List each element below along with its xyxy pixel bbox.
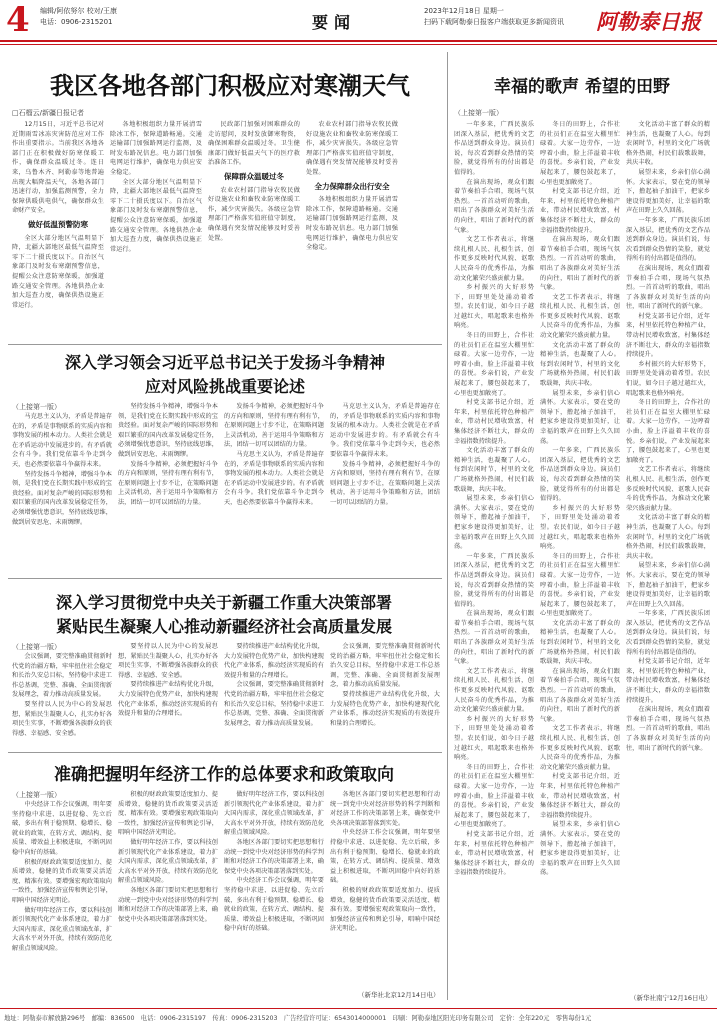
economy-col-4: 各地区各部门要切实把思想和行动统一到党中央对经济形势的科学判断和对经济工作的决策部署上来，确保党中央各项决策部署落到实处。 中央经济工作会议强调，明年要坚持稳中求进、以进促稳、先立后破，多出有利于稳预期、稳增长、稳就业的政策，在转方式、调结构、提质量、增效益上积极进取，不断巩固稳中向好的基础。 积极的财政政策要适度加力、提质增效，稳健的货币政策要灵活适度、精准有效。要增强宏观政策取向一致性，加强经济宣传和舆论引导，唱响中国经济光明论。 [330,791,440,933]
section-divider-3 [8,752,442,753]
cold-wave-subhead-3: 全力保障群众出行安全 [314,181,390,191]
header-rule [0,40,717,42]
cold-wave-col-2: 各地积极组织力量开展清雪除冰工作，保障道路畅通。交通运输部门加强路网运行监测，及时发布路况信息。电力部门加强电网运行维护，确保电力供应安全稳定。 全区大部分地区气温明显下降，北疆大部地区最低气温降至零下二十摄氏度以下。自治区气象部门及时发布寒潮预警信息，提醒公众注意防寒保暖，加强道路交通安全管理。各地供热企业加大巡查力度，确保供热设施正常运行。 [110,121,202,253]
cold-wave-col-4: 农业农村部门指导农牧民做好设施农业和畜牧业防寒保暖工作，减少灾害损失。各级应急管理部门严格落实值班值守制度，确保遇有突发情况能够及时妥善处置。 全力保障群众出行安全 各地积极组织力量开展清雪除冰工作，保障道路畅通。交通运输部门加强路网运行监测，及时发布路况信息。电力部门加强电网运行维护，确保电力供应安全稳定。 [306,121,398,252]
column-divider [447,52,448,1000]
economy-byline: （上接第一版） [12,791,61,799]
cold-wave-subhead-2: 保障群众温暖过冬 [224,171,284,181]
study-byline: （上接第一版） [12,403,61,411]
economy-credit: （新华社北京12月14日电） [358,991,440,999]
song-credit: （新华社南宁12月16日电） [630,994,712,1002]
xinjiang-headline-line2: 紧贴民生凝聚人心推动新疆经济社会高质量发展 [55,617,392,636]
date-info [424,6,564,28]
study-headline-line2: 应对风险挑战重要论述 [144,377,305,396]
xinjiang-col-3: 要持续推进产业结构优化升级，大力发展特色优势产业，加快构建现代化产业体系，推动经济实现质的有效提升和量的合理增长。 会议强调，要完整准确贯彻新时代党的治疆方略，牢牢扭住社会稳定和长治久安总目标，坚持稳中求进工作总基调，完整、准确、全面贯彻新发展理念，着力推动高质量发展。 [224,643,324,727]
study-col-4: 马克思主义认为，矛盾是普遍存在的，矛盾是事物联系的实质内容和事物发展的根本动力。人类社会就是在矛盾运动中发展进步的。有矛盾就会有斗争。我们党依靠斗争走到今天，也必然要依靠斗争赢得未来。 发扬斗争精神，必须把握好斗争的方向和原则，坚持有理有利有节，在原则问题上寸步不让，在策略问题上灵活机动，善于运用斗争策略和方法，团结一切可以团结的力量。 [330,403,440,506]
economy-headline: 准确把握明年经济工作的总体要求和政策取向 [54,765,394,785]
xinjiang-col-1: 会议强调，要完整准确贯彻新时代党的治疆方略，牢牢扭住社会稳定和长治久安总目标，坚持稳中求进工作总基调，完整、准确、全面贯彻新发展理念，着力推动高质量发展。 要坚持以人民为中心的发展思想，紧贴民生凝聚人心，扎实办好各项民生实事，不断增强各族群众的获得感、幸福感、安全感。 [12,653,112,737]
song-col-1: 一年多来，广西民族乐团深入基层，把优秀的文艺作品送到群众身边。演员们说，每次看到群众热情的笑脸，就觉得所有的付出都是值得的。 在演出现场，观众们跟着节奏拍手合唱，现场气氛热烈。一首首动听的歌曲，唱出了各族群众对美好生活的向往，唱出了新时代的新气象。 文艺工作者表示，将继续扎根人民、扎根生活，创作更多反映时代风貌、讴歌人民奋斗的优秀作品，为推动文化繁荣兴盛贡献力量。 乡村振兴的大好形势下，田野里处处涌动着希望。农民们说，如今日子越过越红火，唱起歌来也格外响亮。 冬日的田野上，合作社的社员们正在温室大棚里忙碌着。大家一边劳作，一边哼着小曲，脸上洋溢着丰收的喜悦。乡亲们说，产业发展起来了，腰包鼓起来了，心里也更加敞亮了。 村党支部书记介绍，近年来，村里依托特色种植产业，带动村民增收致富，村集体经济不断壮大，群众的幸福指数持续提升。 文化活动丰富了群众的精神生活，也凝聚了人心。每到农闲时节，村里的文化广场就格外热闹，村民们载歌载舞，共庆丰收。 展望未来，乡亲们信心满怀。大家表示，要在党的领导下，撸起袖子加油干，把家乡建设得更加美好，让幸福的歌声在田野上久久回荡。 一年多来，广西民族乐团深入基层，把优秀的文艺作品送到群众身边。演员们说，每次看到群众热情的笑脸，就觉得所有的付出都是值得的。 在演出现场，观众们跟着节奏拍手合唱，现场气氛热烈。一首首动听的歌曲，唱出了各族群众对美好生活的向往，唱出了新时代的新气象。 文艺工作者表示，将继续扎根人民、扎根生活，创作更多反映时代风貌、讴歌人民奋斗的优秀作品，为推动文化繁荣兴盛贡献力量。 乡村振兴的大好形势下，田野里处处涌动着希望。农民们说，如今日子越过越红火，唱起歌来也格外响亮。 冬日的田野上，合作社的社员们正在温室大棚里忙碌着。大家一边劳作，一边哼着小曲，脸上洋溢着丰收的喜悦。乡亲们说，产业发展起来了，腰包鼓起来了，心里也更加敞亮了。 村党支部书记介绍，近年来，村里依托特色种植产业，带动村民增收致富，村集体经济不断壮大，群众的幸福指数持续提升。 [454,121,534,877]
publish-date: 2023年12月18日 星期一 [424,7,504,15]
study-col-3: 发扬斗争精神，必须把握好斗争的方向和原则，坚持有理有利有节，在原则问题上寸步不让，在策略问题上灵活机动，善于运用斗争策略和方法，团结一切可以团结的力量。 马克思主义认为，矛盾是普遍存在的，矛盾是事物联系的实质内容和事物发展的根本动力。人类社会就是在矛盾运动中发展进步的。有矛盾就会有斗争。我们党依靠斗争走到今天，也必然要依靠斗争赢得未来。 [224,403,324,506]
xinjiang-col-4: 会议强调，要完整准确贯彻新时代党的治疆方略，牢牢扭住社会稳定和长治久安总目标，坚持稳中求进工作总基调，完整、准确、全面贯彻新发展理念，着力推动高质量发展。 要持续推进产业结构优化升级，大力发展特色优势产业，加快构建现代化产业体系，推动经济实现质的有效提升和量的合理增长。 [330,643,440,727]
phone-line: 电话：0906-2315201 [40,18,113,26]
xinjiang-col-2: 要坚持以人民为中心的发展思想，紧贴民生凝聚人心，扎实办好各项民生实事，不断增强各族群众的获得感、幸福感、安全感。 要持续推进产业结构优化升级，大力发展特色优势产业，加快构建现代化产业体系，推动经济实现质的有效提升和量的合理增长。 [118,643,218,718]
cold-wave-headline: 我区各地各部门积极应对寒潮天气 [50,72,410,100]
section-divider-2 [8,578,442,579]
newspaper-logo: 阿勒泰日报 [596,9,701,34]
masthead [0,0,717,44]
footer-info: 地址：阿勒泰市解放路296号 邮编：836500 电话：0906-2315197 传真：0906-2315203 广告经营许可证：6543014000001 印刷：阿勒泰地区阳光印务有限公司 定价：全年220元 零售每份1元 [0,1008,717,1023]
study-col-2: 坚持发扬斗争精神，增强斗争本领，是我们党在长期实践中形成的宝贵经验。面对复杂严峻的国际形势和艰巨繁重的国内改革发展稳定任务，必须增强忧患意识，坚持底线思维，做到居安思危、未雨绸缪。 发扬斗争精神，必须把握好斗争的方向和原则，坚持有理有利有节，在原则问题上寸步不让，在策略问题上灵活机动，善于运用斗争策略和方法，团结一切可以团结的力量。 [118,403,218,506]
study-col-1: 马克思主义认为，矛盾是普遍存在的，矛盾是事物联系的实质内容和事物发展的根本动力。人类社会就是在矛盾运动中发展进步的。有矛盾就会有斗争。我们党依靠斗争走到今天，也必然要依靠斗争赢得未来。 坚持发扬斗争精神，增强斗争本领，是我们党在长期实践中形成的宝贵经验。面对复杂严峻的国际形势和艰巨繁重的国内改革发展稳定任务，必须增强忧患意识，坚持底线思维，做到居安思危、未雨绸缪。 [12,413,112,526]
song-byline: （上接第一版） [454,109,503,117]
cold-wave-col-1: 12月15日，习近平总书记对近期雨雪冰冻灾害防范应对工作作出重要指示。当前我区各地各部门正在积极做好防寒保暖工作，确保群众温暖过冬。连日来，乌鲁木齐、阿勒泰等地普遍出现大幅降温天气，各地各部门迅速行动，加强监测预警，全力保障供暖供电供气，确保群众生命财产安全。 做好低温预警防寒 全区大部分地区气温明显下降，北疆大部地区最低气温降至零下二十摄氏度以下。自治区气象部门及时发布寒潮预警信息，提醒公众注意防寒保暖，加强道路交通安全管理。各地供热企业加大巡查力度，确保供热设施正常运行。 [12,121,104,309]
economy-col-3: 做好明年经济工作，要以科技创新引领现代化产业体系建设，着力扩大国内需求，深化重点领域改革，扩大高水平对外开放，持续有效防范化解重点领域风险。 各地区各部门要切实把思想和行动统一到党中央对经济形势的科学判断和对经济工作的决策部署上来，确保党中央各项决策部署落到实处。 中央经济工作会议强调，明年要坚持稳中求进、以进促稳、先立后破，多出有利于稳预期、稳增长、稳就业的政策，在转方式、调结构、提质量、增效益上积极进取，不断巩固稳中向好的基础。 [224,791,324,933]
section-divider [8,344,442,345]
study-headline-line1: 深入学习领会习近平总书记关于发扬斗争精神 [64,353,385,372]
economy-col-2: 积极的财政政策要适度加力、提质增效，稳健的货币政策要灵活适度、精准有效。要增强宏观政策取向一致性，加强经济宣传和舆论引导，唱响中国经济光明论。 做好明年经济工作，要以科技创新引领现代化产业体系建设，着力扩大国内需求，深化重点领域改革，扩大高水平对外开放，持续有效防范化解重点领域风险。 各地区各部门要切实把思想和行动统一到党中央对经济形势的科学判断和对经济工作的决策部署上来，确保党中央各项决策部署落到实处。 [118,791,218,923]
song-headline: 幸福的歌声 希望的田野 [494,77,670,97]
page-number: 4 [6,0,30,40]
editor-line: 编辑/阿依努尔 校对/王康 [40,7,117,15]
qr-promo: 扫码下载阿勒泰日报客户端获取更多新闻资讯 [424,18,564,26]
section-title: 要闻 [312,13,357,32]
header-rule-thin [0,44,717,45]
song-col-2: 冬日的田野上，合作社的社员们正在温室大棚里忙碌着。大家一边劳作，一边哼着小曲，脸上洋溢着丰收的喜悦。乡亲们说，产业发展起来了，腰包鼓起来了，心里也更加敞亮了。 村党支部书记介绍，近年来，村里依托特色种植产业，带动村民增收致富，村集体经济不断壮大，群众的幸福指数持续提升。 在演出现场，观众们跟着节奏拍手合唱，现场气氛热烈。一首首动听的歌曲，唱出了各族群众对美好生活的向往，唱出了新时代的新气象。 文艺工作者表示，将继续扎根人民、扎根生活，创作更多反映时代风貌、讴歌人民奋斗的优秀作品，为推动文化繁荣兴盛贡献力量。 文化活动丰富了群众的精神生活，也凝聚了人心。每到农闲时节，村里的文化广场就格外热闹，村民们载歌载舞，共庆丰收。 展望未来，乡亲们信心满怀。大家表示，要在党的领导下，撸起袖子加油干，把家乡建设得更加美好，让幸福的歌声在田野上久久回荡。 一年多来，广西民族乐团深入基层，把优秀的文艺作品送到群众身边。演员们说，每次看到群众热情的笑脸，就觉得所有的付出都是值得的。 乡村振兴的大好形势下，田野里处处涌动着希望。农民们说，如今日子越过越红火，唱起歌来也格外响亮。 冬日的田野上，合作社的社员们正在温室大棚里忙碌着。大家一边劳作，一边哼着小曲，脸上洋溢着丰收的喜悦。乡亲们说，产业发展起来了，腰包鼓起来了，心里也更加敞亮了。 文化活动丰富了群众的精神生活，也凝聚了人心。每到农闲时节，村里的文化广场就格外热闹，村民们载歌载舞，共庆丰收。 在演出现场，观众们跟着节奏拍手合唱，现场气氛热烈。一首首动听的歌曲，唱出了各族群众对美好生活的向往，唱出了新时代的新气象。 文艺工作者表示，将继续扎根人民、扎根生活，创作更多反映时代风貌、讴歌人民奋斗的优秀作品，为推动文化繁荣兴盛贡献力量。 村党支部书记介绍，近年来，村里依托特色种植产业，带动村民增收致富，村集体经济不断壮大，群众的幸福指数持续提升。 展望未来，乡亲们信心满怀。大家表示，要在党的领导下，撸起袖子加油干，把家乡建设得更加美好，让幸福的歌声在田野上久久回荡。 [540,121,620,877]
economy-col-1: 中央经济工作会议强调，明年要坚持稳中求进、以进促稳、先立后破，多出有利于稳预期、稳增长、稳就业的政策，在转方式、调结构、提质量、增效益上积极进取，不断巩固稳中向好的基础。 积极的财政政策要适度加力、提质增效，稳健的货币政策要灵活适度、精准有效。要增强宏观政策取向一致性，加强经济宣传和舆论引导，唱响中国经济光明论。 做好明年经济工作，要以科技创新引领现代化产业体系建设，着力扩大国内需求，深化重点领域改革，扩大高水平对外开放，持续有效防范化解重点领域风险。 [12,801,112,952]
cold-wave-byline: □石榴云/新疆日报记者 [12,109,84,117]
editor-info [40,6,117,28]
song-col-3: 文化活动丰富了群众的精神生活，也凝聚了人心。每到农闲时节，村里的文化广场就格外热闹，村民们载歌载舞，共庆丰收。 展望未来，乡亲们信心满怀。大家表示，要在党的领导下，撸起袖子加油干，把家乡建设得更加美好，让幸福的歌声在田野上久久回荡。 一年多来，广西民族乐团深入基层，把优秀的文艺作品送到群众身边。演员们说，每次看到群众热情的笑脸，就觉得所有的付出都是值得的。 在演出现场，观众们跟着节奏拍手合唱，现场气氛热烈。一首首动听的歌曲，唱出了各族群众对美好生活的向往，唱出了新时代的新气象。 村党支部书记介绍，近年来，村里依托特色种植产业，带动村民增收致富，村集体经济不断壮大，群众的幸福指数持续提升。 乡村振兴的大好形势下，田野里处处涌动着希望。农民们说，如今日子越过越红火，唱起歌来也格外响亮。 冬日的田野上，合作社的社员们正在温室大棚里忙碌着。大家一边劳作，一边哼着小曲，脸上洋溢着丰收的喜悦。乡亲们说，产业发展起来了，腰包鼓起来了，心里也更加敞亮了。 文艺工作者表示，将继续扎根人民、扎根生活，创作更多反映时代风貌、讴歌人民奋斗的优秀作品，为推动文化繁荣兴盛贡献力量。 文化活动丰富了群众的精神生活，也凝聚了人心。每到农闲时节，村里的文化广场就格外热闹，村民们载歌载舞，共庆丰收。 展望未来，乡亲们信心满怀。大家表示，要在党的领导下，撸起袖子加油干，把家乡建设得更加美好，让幸福的歌声在田野上久久回荡。 一年多来，广西民族乐团深入基层，把优秀的文艺作品送到群众身边。演员们说，每次看到群众热情的笑脸，就觉得所有的付出都是值得的。 村党支部书记介绍，近年来，村里依托特色种植产业，带动村民增收致富，村集体经济不断壮大，群众的幸福指数持续提升。 在演出现场，观众们跟着节奏拍手合唱，现场气氛热烈。一首首动听的歌曲，唱出了各族群众对美好生活的向往，唱出了新时代的新气象。 [626,121,710,752]
cold-wave-subhead: 做好低温预警防寒 [28,219,88,229]
cold-wave-col-3: 民政部门加强对困难群众的走访慰问，及时发放御寒物资，确保困难群众温暖过冬。卫生健康部门做好低温天气下的医疗救治准备工作。 保障群众温暖过冬 农业农村部门指导农牧民做好设施农业和畜牧业防寒保暖工作，减少灾害损失。各级应急管理部门严格落实值班值守制度，确保遇有突发情况能够及时妥善处置。 [208,121,300,242]
xinjiang-byline: （上接第一版） [12,643,61,651]
xinjiang-headline-line1: 深入学习贯彻党中央关于新疆工作重大决策部署 [55,593,392,612]
